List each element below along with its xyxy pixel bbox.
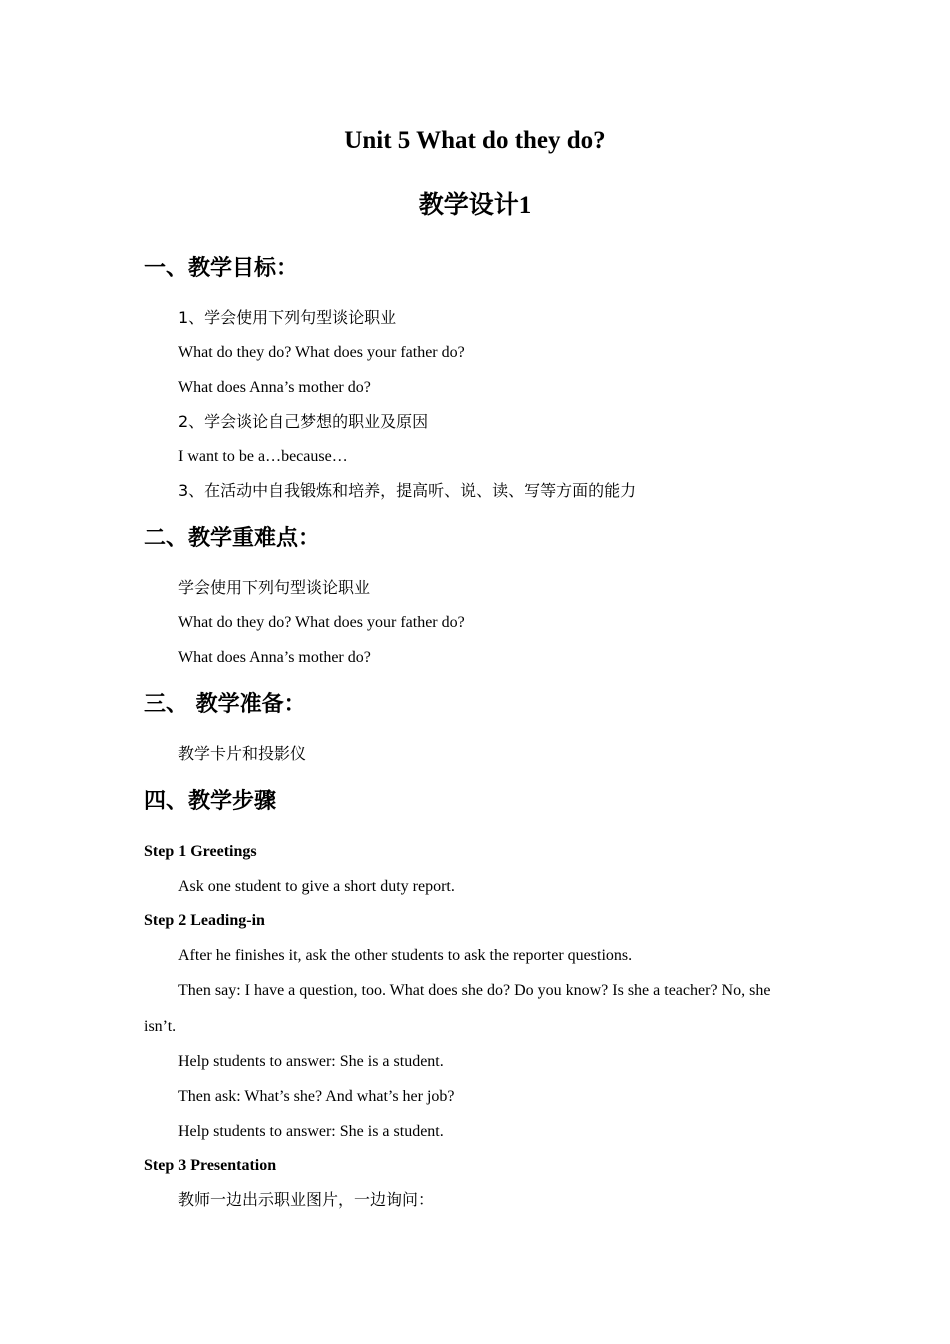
step-2-line: Then say: I have a question, too. What does she do? Do you know? Is she a teacher? No, she bbox=[178, 982, 771, 999]
procedure-heading: 四、教学步骤 bbox=[144, 789, 277, 814]
step-2-line: Help students to answer: She is a student. bbox=[178, 1053, 444, 1070]
key-point-line: What do they do? What does your father do? bbox=[178, 614, 465, 631]
key-point-line: What does Anna’s mother do? bbox=[178, 649, 371, 666]
subtitle-number: 1 bbox=[518, 192, 532, 219]
step-3-line: 教师一边出示职业图片，一边询问： bbox=[178, 1190, 435, 1209]
step-2-title: Step 2 Leading-in bbox=[144, 912, 265, 929]
key-points-heading: 二、教学重难点： bbox=[144, 526, 321, 551]
step-1-title: Step 1 Greetings bbox=[144, 843, 257, 860]
step-3-title: Step 3 Presentation bbox=[144, 1157, 277, 1174]
key-point-line: 学会使用下列句型谈论职业 bbox=[178, 578, 371, 597]
objective-line: What do they do? What does your father do? bbox=[178, 344, 465, 361]
step-2-line-wrap: isn’t. bbox=[144, 1018, 177, 1035]
step-1-line: Ask one student to give a short duty report. bbox=[178, 878, 455, 895]
objective-line: I want to be a…because… bbox=[178, 448, 348, 465]
objective-line: 2、学会谈论自己梦想的职业及原因 bbox=[178, 412, 429, 431]
subtitle-text: 教学设计 bbox=[418, 190, 519, 219]
preparation-heading: 三、 教学准备： bbox=[144, 692, 306, 717]
preparation-line: 教学卡片和投影仪 bbox=[178, 744, 307, 763]
step-2-line: Then ask: What’s she? And what’s her job? bbox=[178, 1088, 455, 1105]
step-2-line: After he finishes it, ask the other students to ask the reporter questions. bbox=[178, 947, 633, 964]
objective-line: 3、在活动中自我锻炼和培养，提高听、说、读、写等方面的能力 bbox=[178, 481, 637, 500]
document-subtitle bbox=[0, 192, 950, 218]
objective-line: 1、学会使用下列句型谈论职业 bbox=[178, 308, 397, 327]
objective-line: What does Anna’s mother do? bbox=[178, 379, 371, 396]
document-title: Unit 5 What do they do? bbox=[344, 127, 606, 154]
objectives-heading: 一、教学目标： bbox=[144, 256, 299, 281]
step-2-line: Help students to answer: She is a student. bbox=[178, 1123, 444, 1140]
